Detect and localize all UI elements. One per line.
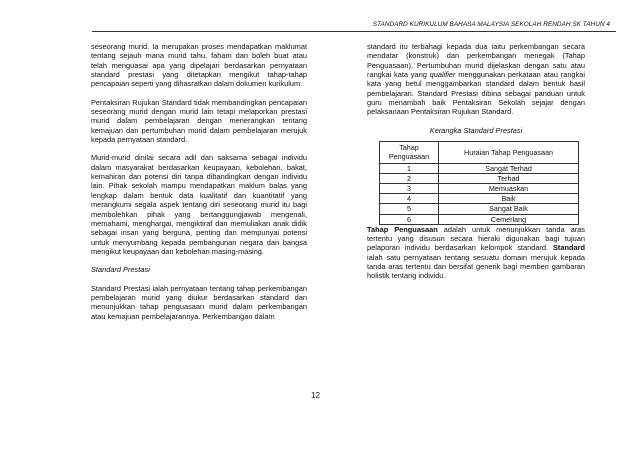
right-paragraph-1 [367, 42, 585, 117]
table-cell-level: 2 [380, 173, 439, 183]
table-caption: Kerangka Standard Prestasi [429, 125, 523, 135]
table-row [380, 194, 579, 204]
table-cell-level: 4 [380, 194, 439, 204]
right-column [367, 42, 585, 281]
table-cell-level: 1 [380, 163, 439, 173]
table-cell-description: Baik [439, 194, 579, 204]
table-row [380, 163, 579, 173]
table-row [380, 204, 579, 214]
term-standard: Standard [552, 243, 585, 253]
table-cell-description: Memuaskan [439, 183, 579, 193]
table-cell-level: 5 [380, 204, 439, 214]
table-cell-level: 6 [380, 214, 439, 224]
left-column [91, 42, 307, 321]
table-row [380, 183, 579, 193]
section-heading-standard-prestasi: Standard Prestasi [91, 265, 150, 275]
right-paragraph-2 [367, 225, 585, 281]
left-paragraph-4: Standard Prestasi ialah pernyataan tentang tahap perkembangan pembelajaran murid yang diukur berdasarkan standard dan menunjukkan tahap penguasaan murid dalam perkembangan atau kemajuan pembelajarannya. Perkembangan dalam [91, 283, 307, 321]
table-cell-description: Cemerlang [439, 214, 579, 224]
table-row [380, 173, 579, 183]
running-header: STANDARD KURIKULUM BAHASA MALAYSIA SEKOLAH RENDAH SK TAHUN 4 [372, 21, 610, 28]
table-cell-description: Sangat Baik [439, 204, 579, 214]
standard-prestasi-table [379, 141, 579, 225]
right-paragraph-2-text-a: adalah untuk menunjukkan tanda aras tertentu yang disusun secara hieraki digunakan bagi tujuan pelaporan individu berdasarkan kelompok standard. [367, 224, 585, 253]
page-number: 12 [311, 391, 320, 400]
header-rule [92, 31, 616, 32]
right-paragraph-2-text-b: ialah satu pernyataan tentang sesuatu domain merujuk kepada tanda aras tertentu dan bersifat generik bagi memberi gambaran holistik tentang individu. [367, 252, 585, 281]
table-header-huraian: Huraian Tahap Penguasaan [439, 142, 579, 163]
qualifier-term: qualifier [429, 70, 456, 80]
table-cell-description: Sangat Terhad [439, 163, 579, 173]
right-paragraph-1-text-a: standard itu terbahagi kepada dua iaitu perkembangan secara mendatar (konstruk) dan perkembangan menegak (Tahap Penguasaan). Pertumbuhan murid dijelaskan dengan satu atau rangkai kata yang [367, 42, 585, 80]
table-header-row [380, 142, 579, 163]
left-paragraph-3: Murid-murid dinilai secara adil dan saksama sebagai individu dalam masyarakat berdasarkan keupayaan, kebolehan, bakat, kemahiran dan potensi diri tanpa dibandingkan dengan individu lain. Pihak sekolah mampu mendapatkan maklum balas yang lengkap dalam bentuk data kualitatif dan kuantitatif yang merangkumi segala aspek tentang diri seseorang murid itu bagi membolehkan pihak yang bertanggungjawab mengenali, memahami, menghargai, mengiktiraf dan memuliakan anak didik sebagai insan yang berguna, penting dan mempunyai potensi untuk menyumbang kepada pembangunan negara dan bangsa mengikut keupayaan dan kebolehan masing-masing. [91, 153, 307, 256]
table-cell-level: 3 [380, 183, 439, 193]
right-paragraph-1-text-b: menggunakan perkataan atau rangkai kata yang betul menggambarkan standard dalam bentuk hasil pembelajaran. Standard Prestasi dibina sebagai panduan untuk guru menambah baik Pentaksiran Sekolah sejajar dengan pelaksanaan Pentaksiran Rujukan Standard. [367, 70, 585, 117]
left-paragraph-2: Pentaksiran Rujukan Standard tidak membandingkan pencapaian seseorang murid dengan murid lain tetapi melaporkan prestasi murid dalam pembelajaran dengan menerangkan tentang kemajuan dan pertumbuhan murid dalam pembelajaran merujuk kepada pernyataan standard. [91, 97, 307, 145]
table-row [380, 214, 579, 224]
term-tahap-penguasaan: Tahap Penguasaan [367, 224, 438, 234]
left-paragraph-1: seseorang murid. Ia merupakan proses mendapatkan maklumat tentang sejauh mana murid tahu, faham dan boleh buat atau telah menguasai apa yang dipelajari berdasarkan pernyataan standard prestasi yang ditetapkan mengikut tahap-tahap pencapaian seperti yang dihasratkan dalam dokumen kurikulum. [91, 42, 307, 89]
table-cell-description: Terhad [439, 173, 579, 183]
table-header-tahap: Tahap Penguasaan [380, 142, 439, 163]
